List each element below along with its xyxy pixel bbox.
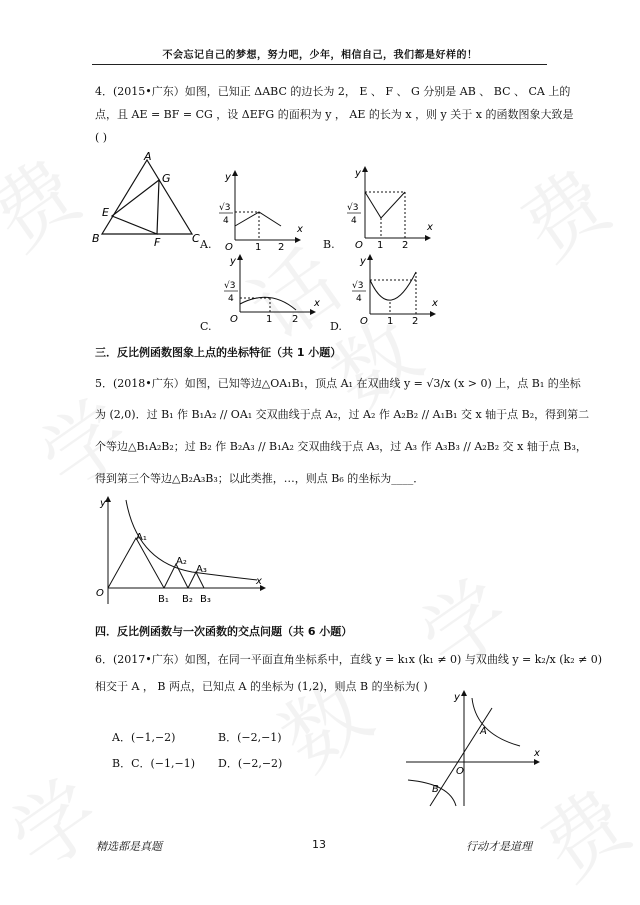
svg-text:1: 1 [266,314,273,325]
page-header-slogan: 不会忘记自己的梦想，努力吧，少年，相信自己，我们都是好样的！ [162,50,478,61]
svg-text:O: O [230,314,238,325]
label-E: E [102,206,109,219]
svg-text:x: x [256,576,262,587]
svg-text:y: y [355,168,361,179]
q5-text-line4: 得到第三个等边△B₂A₃B₃；以此类推，…，则点 B₆ 的坐标为____． [95,472,425,485]
watermark-char [493,137,631,284]
svg-text:√3: √3 [347,203,359,213]
svg-text:A₁: A₁ [136,532,147,543]
label-G: G [162,172,171,185]
svg-text:B₂: B₂ [182,594,193,605]
svg-text:O: O [225,242,233,250]
header-divider [92,64,547,65]
q4-option-c-graph [200,254,325,332]
svg-text:x: x [297,224,303,235]
svg-text:2: 2 [292,314,299,325]
svg-text:√3: √3 [224,281,236,291]
q6-option-b: B．(−2,−1) [218,731,282,744]
svg-text:y: y [225,172,231,183]
svg-text:B₃: B₃ [200,594,211,605]
svg-text:y: y [230,256,236,267]
svg-text:O: O [360,316,368,327]
svg-text:y: y [454,692,460,703]
label-A: A [144,150,152,163]
svg-text:B: B [432,784,439,795]
svg-text:1: 1 [387,316,394,327]
svg-text:O: O [355,240,363,248]
q4-option-d-graph [330,254,445,334]
svg-text:2: 2 [278,242,285,250]
q5-text-line2: 为 (2,0)．过 B₁ 作 B₁A₂ // OA₁ 交双曲线于点 A₂，过 A₂ 作 A₂B₂ // A₁B₁ 交 x 轴于点 B₂，得到第二 [95,408,590,421]
q6-text-line1: 6．(2017•广东）如图，在同一平面直角坐标系中，直线 y = k₁x (k₁ ≠ 0) 与双曲线 y = k₂/x (k₂ ≠ 0) [95,653,603,666]
svg-text:y: y [360,256,366,267]
svg-text:4: 4 [223,216,229,226]
section-4-title: 四．反比例函数与一次函数的交点问题（共 6 小题） [95,625,353,638]
label-F: F [154,236,161,249]
watermark-char [253,647,391,794]
svg-text:A: A [480,726,487,737]
svg-text:x: x [427,222,433,233]
q4-text-line1: 4．(2015•广东）如图，已知正 ΔABC 的边长为 2， E 、 F 、 G 分别是 AB 、 BC 、 CA 上的 [95,85,571,98]
svg-text:A₃: A₃ [196,564,207,575]
q4-option-c-label: C. [200,320,212,333]
svg-text:4: 4 [351,216,357,226]
svg-text:O: O [96,588,104,599]
q4-option-b-label: B. [323,238,335,251]
watermark-char [393,547,531,694]
q6-option-d: D．(−2,−2) [218,757,283,770]
footer-right-slogan: 行动才是道理 [466,840,532,853]
q5-text-line1: 5．(2018•广东）如图，已知等边△OA₁B₁，顶点 A₁ 在双曲线 y = √3/x (x > 0) 上，点 B₁ 的坐标 [95,377,581,390]
svg-text:y: y [100,498,106,509]
section-3-title: 三．反比例函数图象上点的坐标特征（共 1 小题） [95,346,342,359]
svg-text:2: 2 [402,240,409,248]
svg-text:B₁: B₁ [158,594,169,605]
q5-hyperbola-figure [92,492,272,610]
svg-text:4: 4 [356,294,362,304]
watermark-char [0,747,121,894]
svg-text:x: x [432,298,438,309]
svg-text:2: 2 [412,316,419,327]
watermark-char [0,127,101,274]
svg-text:A₂: A₂ [176,556,187,567]
svg-text:x: x [314,298,320,309]
q4-answer-blank: ( ) [95,131,108,144]
q4-option-d-label: D. [330,320,342,333]
q6-text-line2: 相交于 A ， B 两点，已知点 A 的坐标为 (1,2)，则点 B 的坐标为( ) [95,680,428,693]
q6-option-c: B．C．(−1,−1) [112,757,196,770]
q4-option-a-graph [195,168,310,250]
q4-triangle-figure [92,150,207,250]
svg-text:√3: √3 [352,281,364,291]
svg-text:x: x [534,748,540,759]
q4-option-b-graph [325,166,440,248]
svg-text:O: O [456,766,464,777]
label-B: B [92,232,100,245]
page-number: 13 [312,838,326,851]
q6-line-hyperbola-figure [400,688,548,808]
footer-left-slogan: 精选都是真题 [96,840,162,853]
svg-text:1: 1 [377,240,384,248]
q5-text-line3: 个等边△B₁A₂B₂；过 B₂ 作 B₂A₃ // B₁A₂ 交双曲线于点 A₃，过 A₃ 作 A₃B₃ // A₂B₂ 交 x 轴于点 B₃， [95,440,587,453]
svg-text:1: 1 [255,242,262,250]
q6-option-a: A．(−1,−2) [112,731,176,744]
q4-text-line2: 点，且 AE = BF = CG ，设 ΔEFG 的面积为 y ， AE 的长为 x ，则 y 关于 x 的函数图象大致是 [95,108,574,121]
svg-text:4: 4 [228,294,234,304]
svg-text:√3: √3 [219,203,231,213]
label-C: C [192,232,200,245]
q4-option-a-label: A. [200,238,212,251]
